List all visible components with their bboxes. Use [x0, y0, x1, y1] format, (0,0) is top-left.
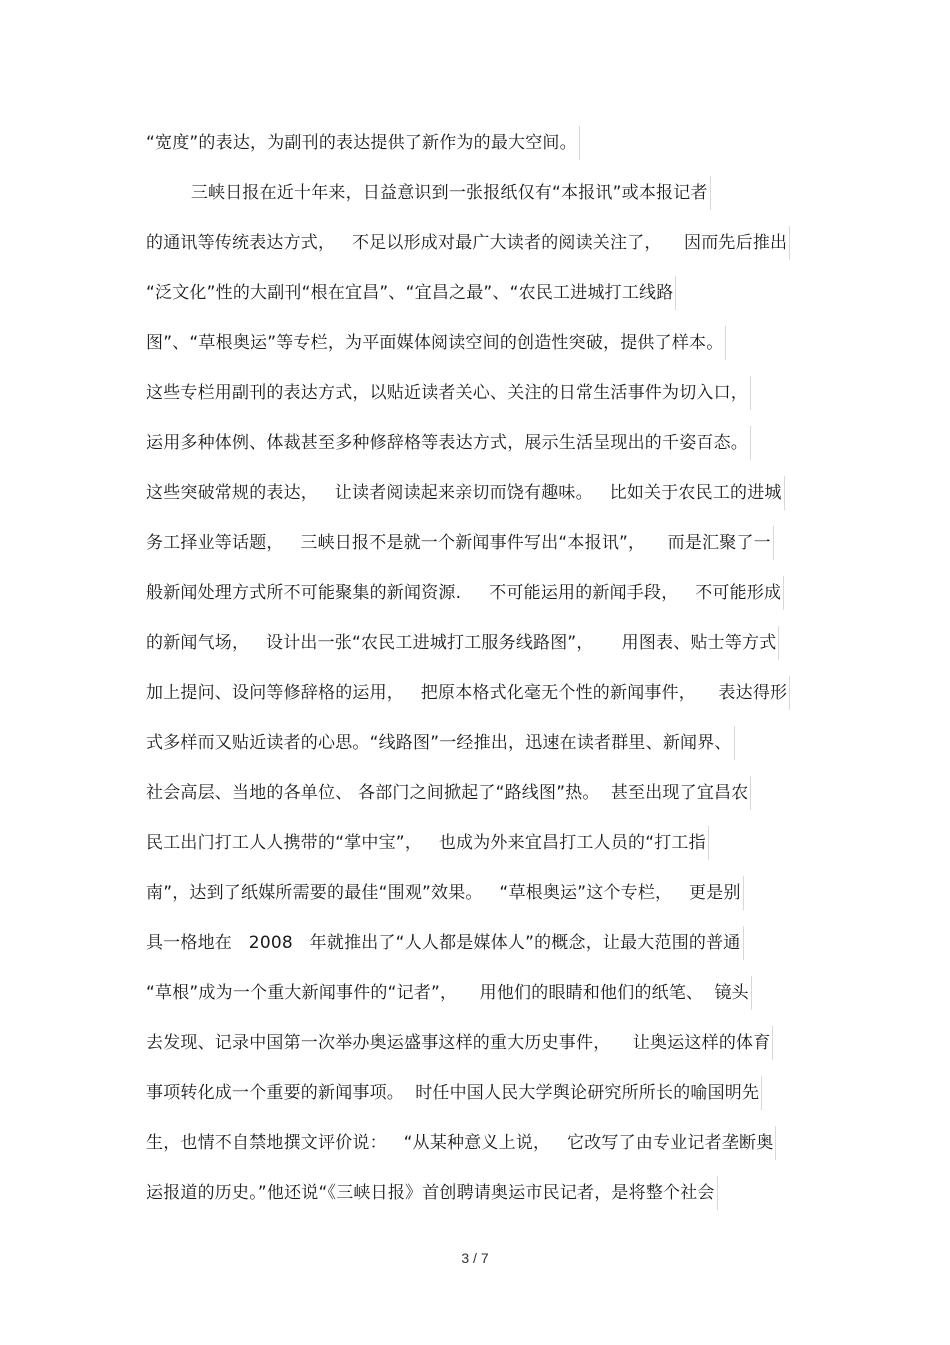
text-line: 这些突破常规的表达， 让读者阅读起来亲切而饶有趣味。 比如关于农民工的进城 — [146, 476, 785, 510]
text-line: “宽度”的表达，为副刊的表达提供了新作为的最大空间。 — [146, 126, 580, 160]
text-line: 生，也情不自禁地撰文评价说： “从某种意义上说， 它改写了由专业记者垄断奥 — [146, 1126, 776, 1160]
text-line: 图”、“草根奥运”等专栏，为平面媒体阅读空间的创造性突破，提供了样本。 — [146, 326, 726, 360]
text-line: 加上提问、设问等修辞格的运用， 把原本格式化毫无个性的新闻事件， 表达得形 — [146, 676, 790, 710]
page-number: 3 / 7 — [461, 1250, 489, 1266]
text-line: 社会高层、当地的各单位、 各部门之间掀起了“路线图”热。 甚至出现了宜昌农 — [146, 776, 751, 810]
text-line: “泛文化”性的大副刊“根在宜昌”、“宜昌之最”、“农民工进城打工线路 — [146, 276, 676, 310]
text-line: 事项转化成一个重要的新闻事项。 时任中国人民大学舆论研究所所长的喻国明先 — [146, 1076, 762, 1110]
text-line: 般新闻处理方式所不可能聚集的新闻资源. 不可能运用的新闻手段， 不可能形成 — [146, 576, 784, 610]
text-line: 去发现、记录中国第一次举办奥运盛事这样的重大历史事件， 让奥运这样的体育 — [146, 1026, 773, 1060]
text-line: 的通讯等传统表达方式， 不足以形成对最广大读者的阅读关注了， 因而先后推出 — [146, 226, 790, 260]
text-line: 的新闻气场， 设计出一张“农民工进城打工服务线路图”， 用图表、贴士等方式 — [146, 626, 779, 660]
text-line: 运用多种体例、体裁甚至多种修辞格等表达方式，展示生活呈现出的千姿百态。 — [146, 426, 751, 460]
text-line: “草根”成为一个重大新闻事件的“记者”， 用他们的眼睛和他们的纸笔、 镜头 — [146, 976, 752, 1010]
text-line: 务工择业等话题， 三峡日报不是就一个新闻事件写出“本报讯”， 而是汇聚了一 — [146, 526, 774, 560]
text-line: 南”，达到了纸媒所需要的最佳“围观”效果。 “草根奥运”这个专栏， 更是别 — [146, 876, 744, 910]
text-line: 式多样而又贴近读者的心思。“线路图”一经推出，迅速在读者群里、新闻界、 — [146, 726, 735, 760]
text-line: 三峡日报在近十年来，日益意识到一张报纸仅有“本报讯”或本报记者 — [146, 176, 711, 210]
text-line: 运报道的历史。”他还说“《三峡日报》首创聘请奥运市民记者，是将整个社会 — [146, 1176, 718, 1210]
text-line: 民工出门打工人人携带的“掌中宝”， 也成为外来宜昌打工人员的“打工指 — [146, 826, 709, 860]
text-line: 具一格地在 2008 年就推出了“人人都是媒体人”的概念，让最大范围的普通 — [146, 926, 744, 960]
text-line: 这些专栏用副刊的表达方式，以贴近读者关心、关注的日常生活事件为切入口， — [146, 376, 751, 410]
